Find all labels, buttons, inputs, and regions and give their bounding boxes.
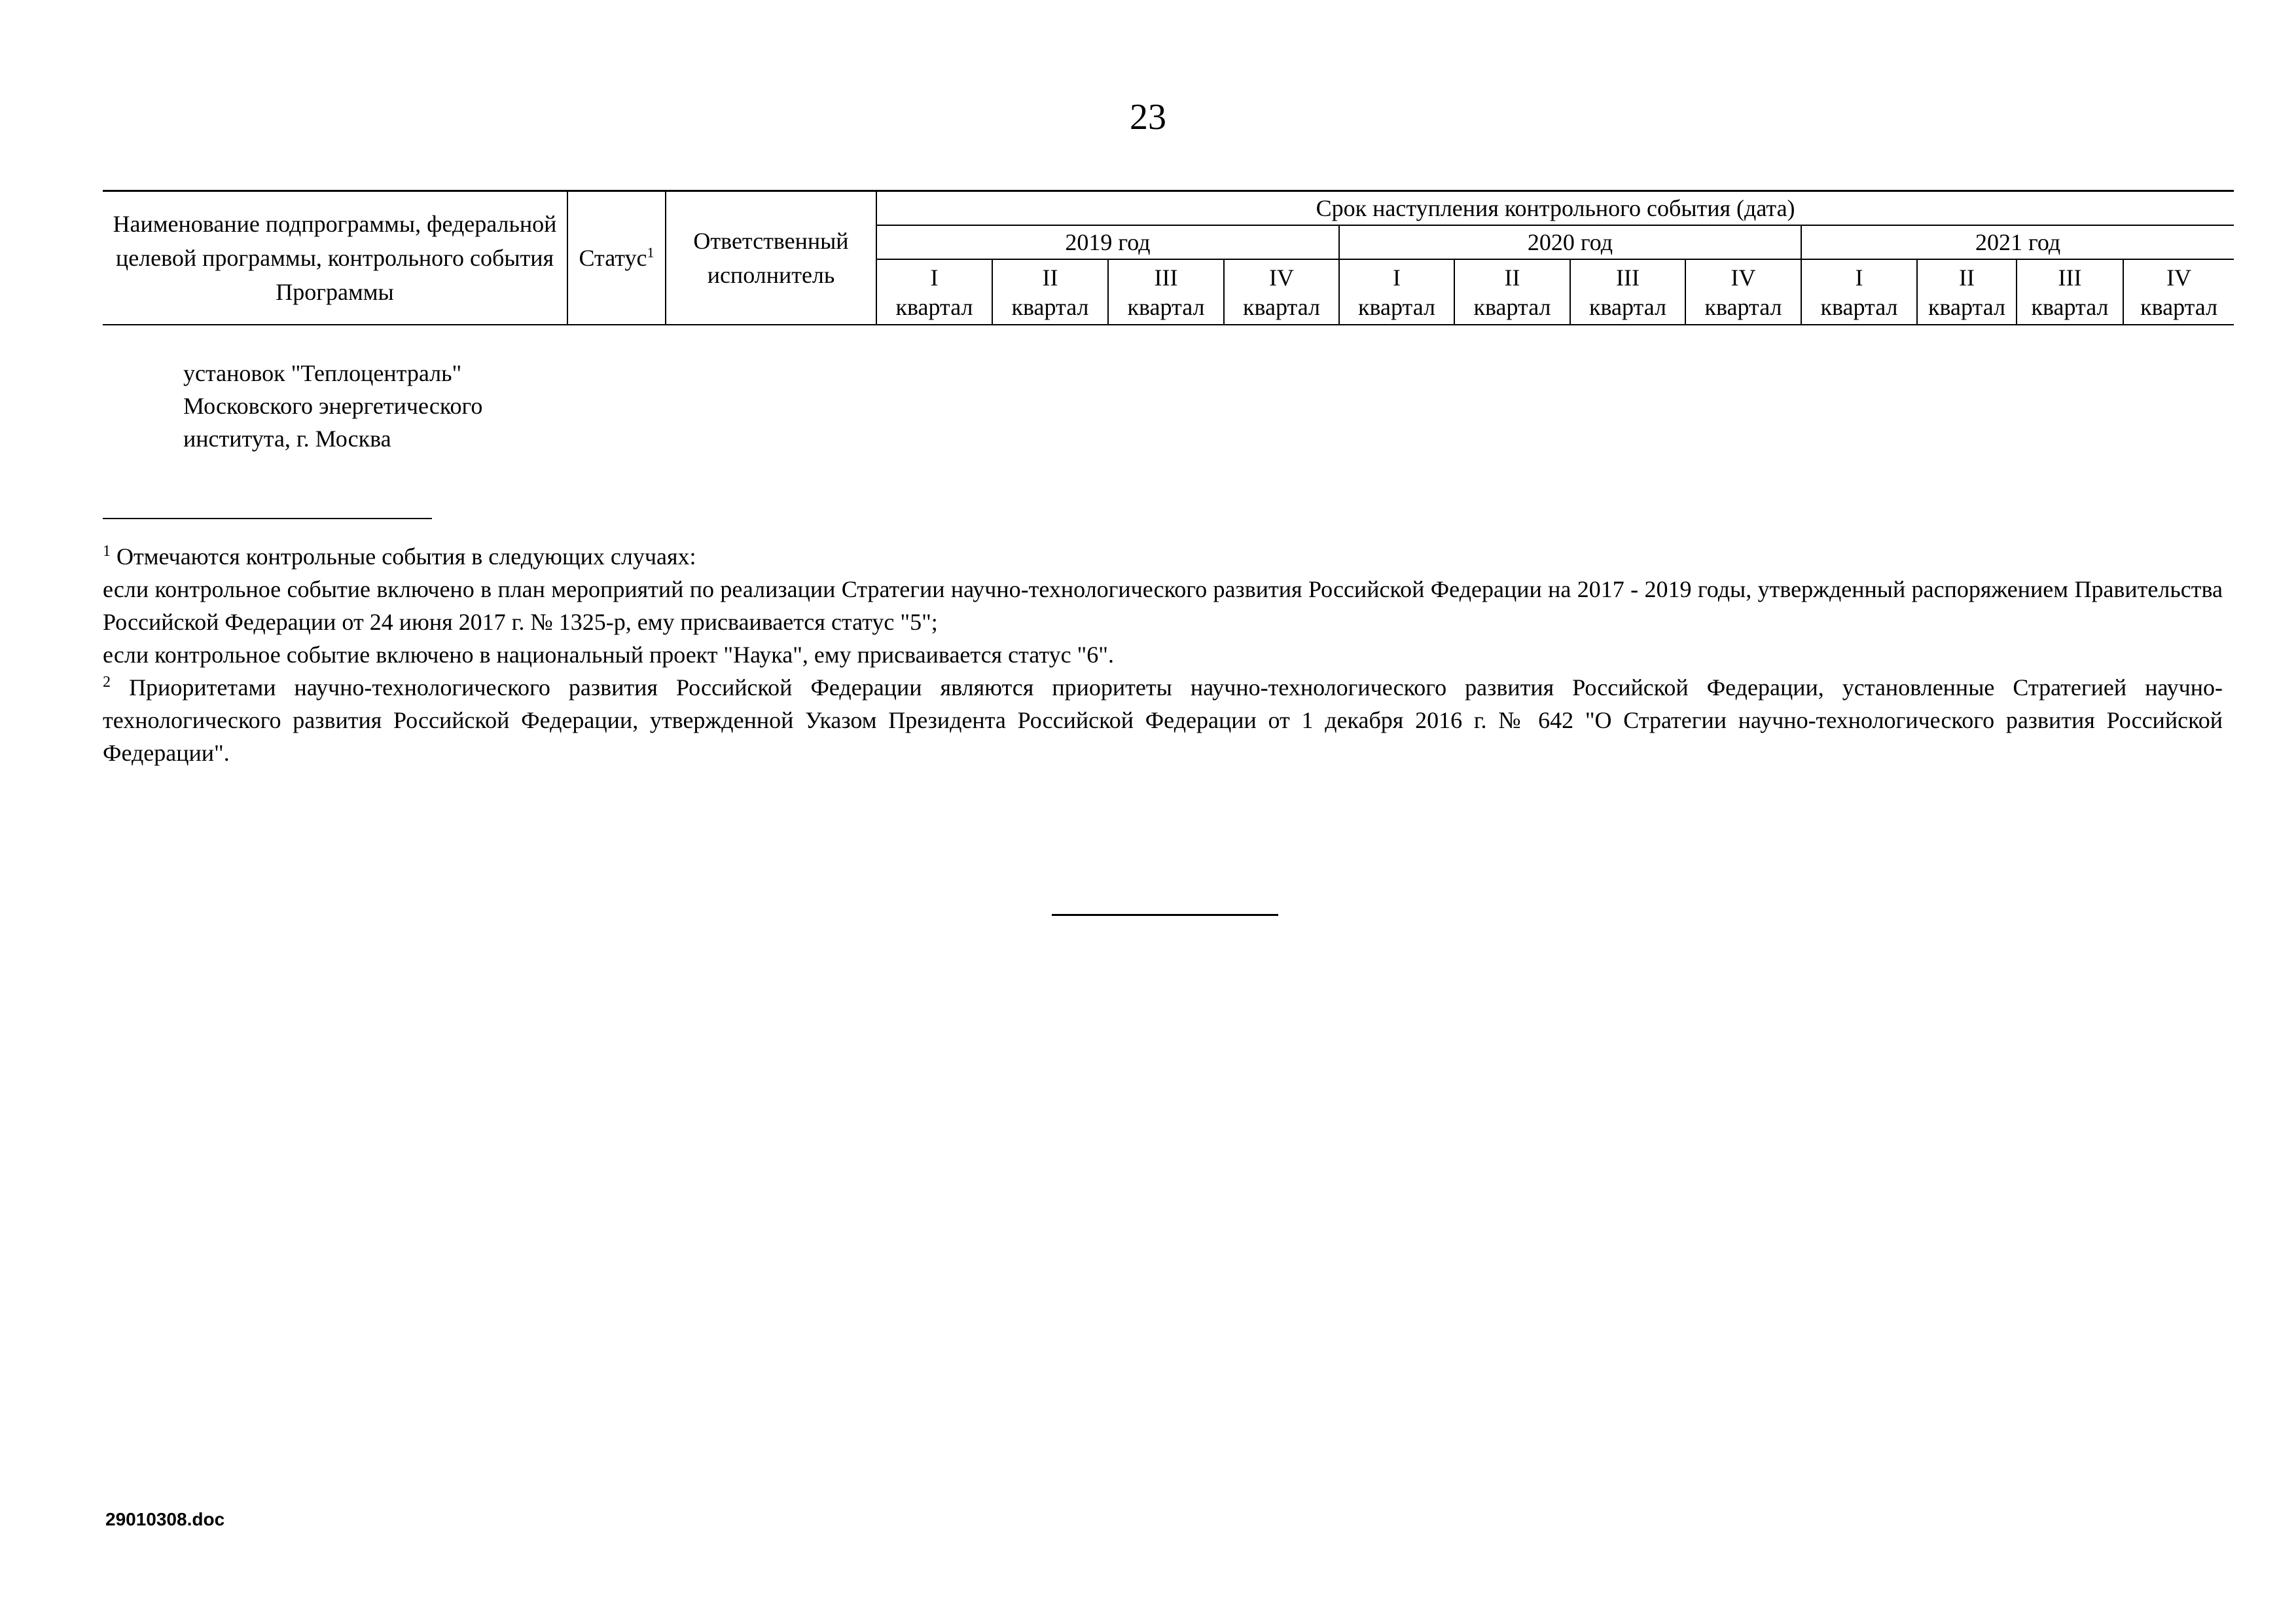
year-header-2020: 2020 год <box>1339 225 1801 259</box>
quarter-number: I <box>1801 259 1917 293</box>
quarter-number: III <box>1570 259 1685 293</box>
quarter-number: IV <box>2123 259 2234 293</box>
continued-event-name <box>183 357 482 455</box>
header-status-column <box>567 191 666 325</box>
quarter-label: квартал <box>1339 293 1454 325</box>
quarter-label: квартал <box>992 293 1108 325</box>
quarter-label: квартал <box>1917 293 2017 325</box>
continued-line: института, г. Москва <box>183 426 391 452</box>
footnote-separator <box>103 518 432 519</box>
quarter-label: квартал <box>2017 293 2123 325</box>
status-footnote-marker: 1 <box>647 244 655 261</box>
footnote-1-marker: 1 <box>103 543 111 560</box>
footnote-2-text: Приоритетами научно-технологического развития Российской Федерации являются приоритеты научно-технологического развития Российской Федерации, установленные Стратегией научно-технологического развития Российской Федерации, утвержденной Указом Президента Российской Федерации от 1 декабря 2016 г. № 642 "О Стратегии научно-технологического развития Российской Федерации". <box>103 674 2223 766</box>
quarter-number: I <box>1339 259 1454 293</box>
year-header-2021: 2021 год <box>1801 225 2234 259</box>
header-deadline-column: Срок наступления контрольного события (дата) <box>876 191 2234 226</box>
footnote-1-case-2: если контрольное событие включено в национальный проект "Наука", ему присваивается статус "6". <box>103 642 1114 668</box>
header-name-column: Наименование подпрограммы, федеральной целевой программы, контрольного события Программы <box>103 191 567 325</box>
quarter-number: I <box>876 259 992 293</box>
header-executor-column: Ответственный исполнитель <box>666 191 876 325</box>
continued-line: установок "Теплоцентраль" <box>183 360 462 386</box>
end-of-document-rule <box>1052 914 1278 916</box>
footnote-1-title-text: Отмечаются контрольные события в следующих случаях: <box>117 543 696 570</box>
quarter-label: квартал <box>1108 293 1224 325</box>
page-number: 23 <box>1130 97 1166 137</box>
quarter-label: квартал <box>1224 293 1339 325</box>
quarter-number: IV <box>1685 259 1801 293</box>
quarter-label: квартал <box>1454 293 1570 325</box>
footnote-1-title <box>103 540 2223 573</box>
footnote-2 <box>103 671 2223 769</box>
quarter-number: II <box>1917 259 2017 293</box>
footnote-2-marker: 2 <box>103 674 111 691</box>
year-header-2019: 2019 год <box>876 225 1339 259</box>
footnotes <box>103 540 2223 769</box>
quarter-label: квартал <box>1570 293 1685 325</box>
footnote-1-case-1: если контрольное событие включено в план мероприятий по реализации Стратегии научно-технологического развития Российской Федерации на 2017 - 2019 годы, утвержденный распоряжением Правительства Российской Федерации от 24 июня 2017 г. № 1325-р, ему присваивается статус "5"; <box>103 576 2223 635</box>
quarter-label: квартал <box>1801 293 1917 325</box>
quarter-number: IV <box>1224 259 1339 293</box>
quarter-label: квартал <box>2123 293 2234 325</box>
quarter-number: II <box>1454 259 1570 293</box>
continued-line: Московского энергетического <box>183 393 483 419</box>
quarter-number: III <box>2017 259 2123 293</box>
quarter-number: III <box>1108 259 1224 293</box>
quarter-number: II <box>992 259 1108 293</box>
control-events-table-header <box>103 190 2234 325</box>
header-status-label: Статус <box>579 245 647 271</box>
quarter-label: квартал <box>876 293 992 325</box>
document-id: 29010308.doc <box>105 1509 225 1529</box>
quarter-label: квартал <box>1685 293 1801 325</box>
